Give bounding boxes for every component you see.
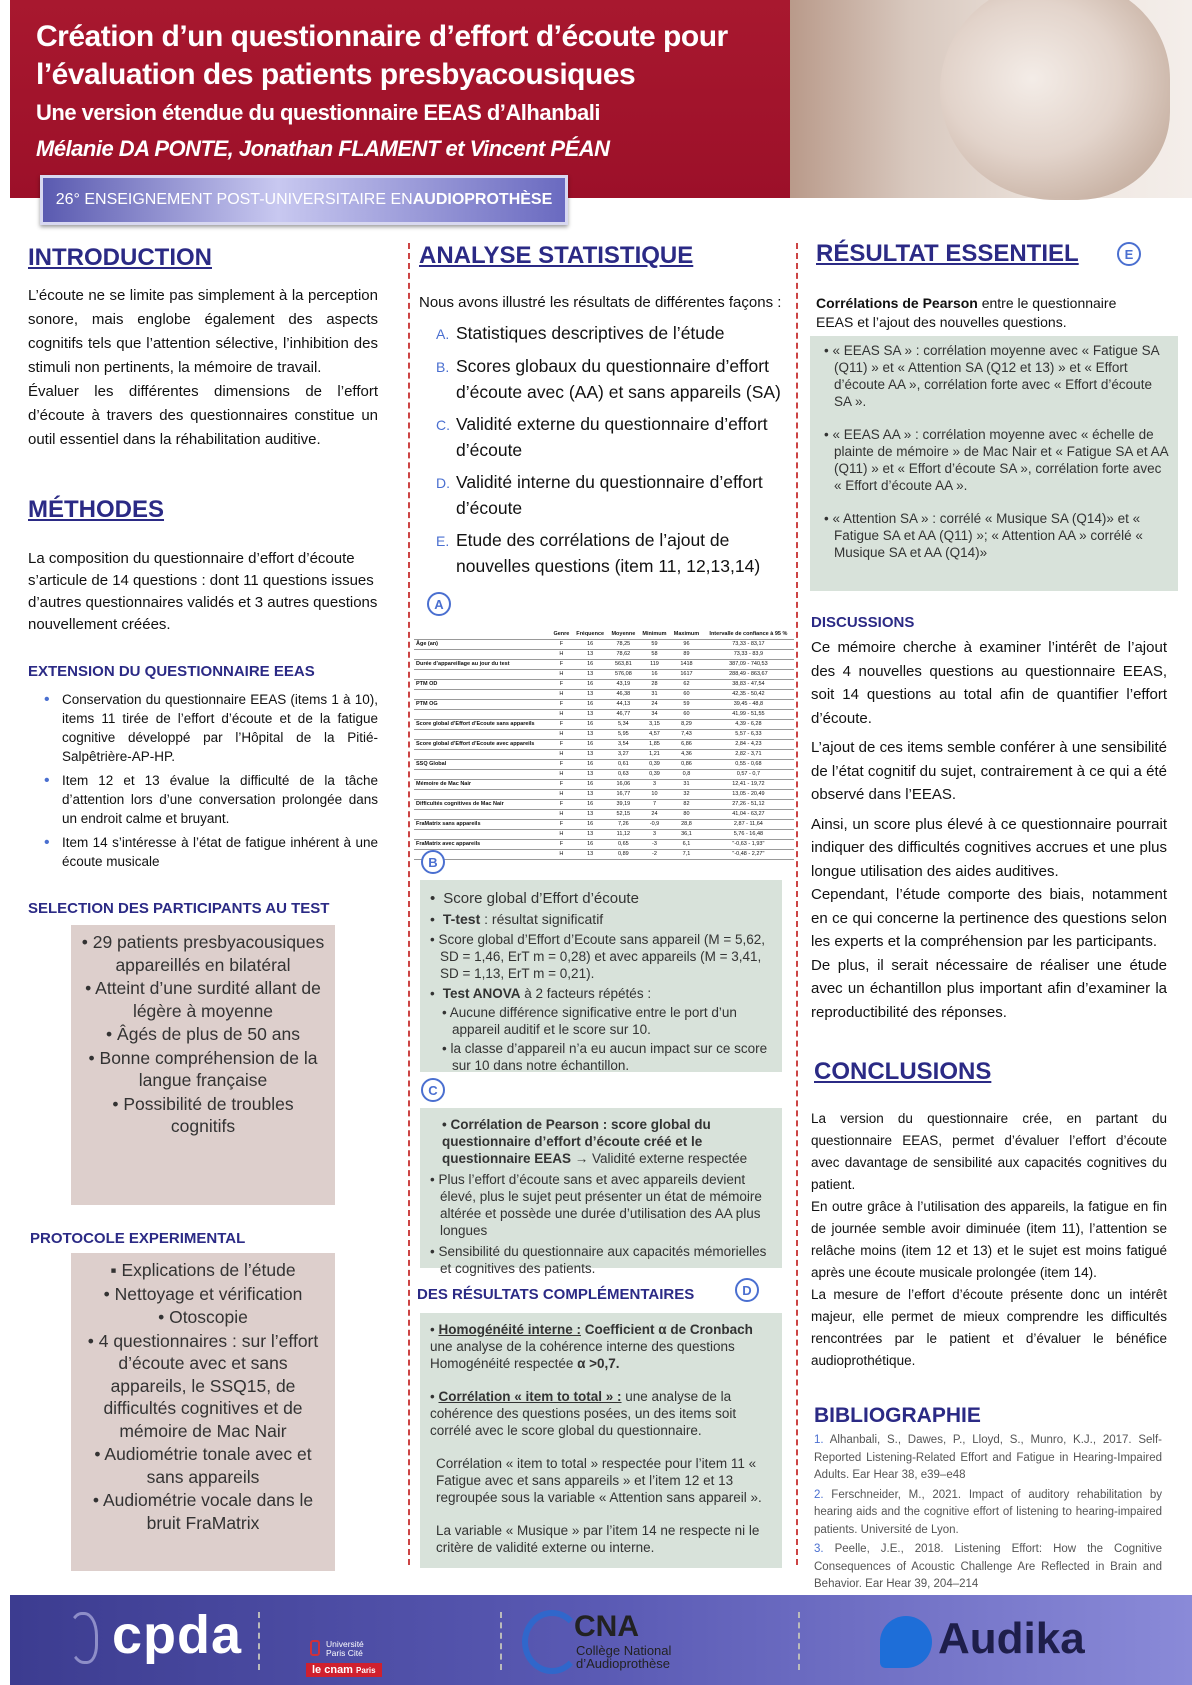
table-cell: 41,99 - 51,55 (703, 710, 794, 720)
table-header-cell (414, 630, 550, 640)
table-cell: 16 (572, 820, 607, 830)
discussions-p1: Ce mémoire cherche à examiner l’intérêt de l’ajout des 4 nouvelles questions au questionnaire EEAS, soit 14 questions au total afin de quantifier l’effort d’écoute. (811, 639, 1167, 727)
table-cell: 11,12 (608, 830, 639, 840)
table-cell: 39,19 (608, 800, 639, 810)
table-cell: 16 (572, 780, 607, 790)
table-row (414, 710, 794, 720)
table-cell: 60 (670, 710, 703, 720)
table-cell (414, 790, 550, 800)
table-cell: -3 (639, 840, 670, 850)
table-row (414, 840, 794, 850)
cna-logo: CNA (574, 1610, 639, 1643)
introduction-p2: Évaluer les différentes dimensions de l’effort d’écoute à travers des questionnaires constitue un outil essentiel dans la réhabilitation auditive. (28, 383, 378, 448)
table-cell (414, 730, 550, 740)
table-cell: 44,13 (608, 700, 639, 710)
table-cell: PTM OD (414, 680, 550, 690)
table-cell: 1617 (670, 670, 703, 680)
table-cell: 16 (572, 680, 607, 690)
extension-heading: EXTENSION DU QUESTIONNAIRE EEAS (28, 663, 315, 680)
table-cell: 0,8 (670, 770, 703, 780)
table-cell: 0,63 (608, 770, 639, 780)
table-cell: 13 (572, 730, 607, 740)
table-cell: 0,39 (639, 770, 670, 780)
table-header-cell: Intervalle de confiance à 95 % (703, 630, 794, 640)
table-cell: 80 (670, 810, 703, 820)
table-cell: 13 (572, 770, 607, 780)
badge-d: D (735, 1278, 759, 1302)
cna-line-2: d’Audioprothèse (576, 1656, 670, 1671)
table-cell: 3,27 (608, 750, 639, 760)
list-item: • 29 patients presbyacousiques appareillés en bilatéral (81, 932, 325, 975)
table-cell: 3,54 (608, 740, 639, 750)
table-cell (414, 830, 550, 840)
box-d-line: Corrélation « item to total » respectée pour l’item 11 « Fatigue avec et sans appareils » et l’item 12 et 13 regroupée sous la variable « Attention sans appareil ». (436, 1456, 762, 1505)
table-cell: 16 (572, 700, 607, 710)
cpda-logo: cpda (112, 1605, 243, 1665)
badge-b: B (421, 850, 445, 874)
badge-e: E (1117, 242, 1141, 266)
table-row (414, 820, 794, 830)
cna-subtitle (576, 1644, 671, 1670)
box-c-line: • Corrélation de Pearson : score global du questionnaire d’effort d’écoute créé et le questionnaire EEAS → Validité externe respectée (442, 1117, 748, 1166)
table-cell: 0,55 - 0,68 (703, 760, 794, 770)
table-cell: 46,77 (608, 710, 639, 720)
table-row (414, 690, 794, 700)
conclusions-p2: En outre grâce à l’utilisation des appareils, la fatigue en fin de journée semble avoir diminuée (item 11), l’attention se relâche moins (item 12 et 13) et le sujet est moins fatigué après une écoute musicale prolongée (item 14). (811, 1199, 1167, 1280)
table-cell: Score global d’Effort d’Ecoute sans appareils (414, 720, 550, 730)
table-header-row (414, 630, 794, 640)
table-cell: 0,39 (639, 760, 670, 770)
table-cell (414, 810, 550, 820)
complementary-heading: DES RÉSULTATS COMPLÉMENTAIRES (417, 1286, 695, 1303)
list-item: ▪ Explications de l’étude (110, 1260, 296, 1280)
table-cell: 7 (639, 800, 670, 810)
table-cell: 16 (572, 800, 607, 810)
table-cell: 28 (639, 680, 670, 690)
table-cell: Mémoire de Mac Nair (414, 780, 550, 790)
table-cell: 28,8 (670, 820, 703, 830)
bib-item: 2. Ferschneider, M., 2021. Impact of auditory rehabilitation by hearing aids and the cognitive effort of listening to hearing-impaired patients. Université de Lyon. (814, 1488, 1162, 1536)
table-cell: F (550, 800, 572, 810)
table-cell: Score global d’Effort d’Ecoute avec appareils (414, 740, 550, 750)
conclusions-heading: CONCLUSIONS (814, 1058, 992, 1085)
table-cell: 13 (572, 830, 607, 840)
table-cell: 34 (639, 710, 670, 720)
poster-subtitle: Une version étendue du questionnaire EEAS d’Alhanbali (36, 100, 600, 125)
table-cell: 6,86 (670, 740, 703, 750)
table-cell: 52,15 (608, 810, 639, 820)
bib-item: 1. Alhanbali, S., Dawes, P., Lloyd, S., Munro, K.J., 2017. Self-Reported Listening-Related Effort and Fatigue in Hearing-Impaired Adults. Ear Hear 38, e39–e48 (814, 1434, 1162, 1481)
table-cell: F (550, 820, 572, 830)
table-cell: 0,86 (670, 760, 703, 770)
table-cell: 7,43 (670, 730, 703, 740)
list-item: E. Etude des corrélations de l’ajout de nouvelles questions (item 11, 12,13,14) (436, 530, 761, 576)
table-cell: 119 (639, 660, 670, 670)
table-cell: FraMatrix avec appareils (414, 840, 550, 850)
table-row (414, 730, 794, 740)
table-cell: 0,61 (608, 760, 639, 770)
table-cell: -2 (639, 850, 670, 860)
discussions-p4: Cependant, l’étude comporte des biais, notamment en ce qui concerne la pertinence des questions selon les experts et la compréhension par les participants. (811, 886, 1167, 950)
table-cell: 4,57 (639, 730, 670, 740)
list-item: A. Statistiques descriptives de l’étude (436, 323, 725, 343)
table-cell: F (550, 720, 572, 730)
table-cell: 0,65 (608, 840, 639, 850)
table-cell: 59 (670, 700, 703, 710)
conclusions-p3: La mesure de l’effort d’écoute présente donc un intérêt majeur, elle permet de mieux comprendre les difficultés rencontrées par le patient et d’évaluer le bénéfice audioprothétique. (811, 1287, 1167, 1368)
table-cell: H (550, 750, 572, 760)
table-row (414, 830, 794, 840)
table-row (414, 640, 794, 650)
table-cell: 16,06 (608, 780, 639, 790)
table-cell: 24 (639, 700, 670, 710)
table-cell: Durée d’appareillage au jour du test (414, 660, 550, 670)
stats-table (414, 630, 794, 860)
poster-authors: Mélanie DA PONTE, Jonathan FLAMENT et Vincent PÉAN (36, 136, 610, 161)
table-cell: 12,41 - 19,72 (703, 780, 794, 790)
table-cell: 13 (572, 650, 607, 660)
table-cell: 42,35 - 50,42 (703, 690, 794, 700)
resultat-intro: Corrélations de Pearson entre le questionnaire EEAS et l’ajout des nouvelles questions. (816, 295, 1117, 330)
univ-line-2: Paris Cité (326, 1648, 363, 1658)
table-cell: 41,04 - 63,27 (703, 810, 794, 820)
column-separator-1 (408, 243, 410, 1565)
table-cell: 8,29 (670, 720, 703, 730)
box-d-line: La variable « Musique » par l’item 14 ne respecte ni le critère de validité externe ou interne. (436, 1523, 760, 1555)
table-cell: 13 (572, 790, 607, 800)
table-cell: 59 (639, 640, 670, 650)
audika-logo: Audika (938, 1614, 1085, 1663)
table-cell: H (550, 690, 572, 700)
table-cell: 387,09 - 740,53 (703, 660, 794, 670)
discussions-text (811, 636, 1167, 1024)
badge-c: C (421, 1078, 445, 1102)
box-b-line: • la classe d’appareil n’a eu aucun impact sur ce score sur 10 dans notre échantillon. (442, 1041, 768, 1073)
list-item: • « Attention SA » : corrélé « Musique SA (Q14)» et « Fatigue SA et AA (Q11) »; « Attention AA » corrélé « Musique SA et AA (Q14)» (824, 511, 1143, 560)
univ-line-1: Université (326, 1639, 364, 1649)
table-cell: 43,19 (608, 680, 639, 690)
box-d-line: • Homogénéité interne : Coefficient α de Cronbach une analyse de la cohérence interne des questions Homogénéité respectée α >0,7. (430, 1322, 753, 1371)
table-cell: 3 (639, 830, 670, 840)
table-cell: "-0,63 - 1,93" (703, 840, 794, 850)
box-d (420, 1313, 782, 1568)
table-row (414, 670, 794, 680)
table-cell: 27,26 - 51,12 (703, 800, 794, 810)
resultat-box (810, 336, 1178, 591)
list-item: • Otoscopie (158, 1307, 248, 1327)
table-cell: H (550, 790, 572, 800)
table-cell: 7,26 (608, 820, 639, 830)
table-cell: Difficultés cognitives de Mac Nair (414, 800, 550, 810)
table-cell: 1418 (670, 660, 703, 670)
table-row (414, 810, 794, 820)
table-cell: 2,82 - 3,71 (703, 750, 794, 760)
descriptive-stats-table (414, 630, 794, 860)
table-cell (414, 670, 550, 680)
table-cell: 78,25 (608, 640, 639, 650)
list-item: • Bonne compréhension de la langue française (88, 1047, 318, 1090)
table-cell: SSQ Global (414, 760, 550, 770)
table-header-cell: Maximum (670, 630, 703, 640)
box-c-line: • Sensibilité du questionnaire aux capacités mémorielles et cognitives des patients. (430, 1244, 767, 1276)
table-cell: 73,33 - 83,9 (703, 650, 794, 660)
table-cell: 5,34 (608, 720, 639, 730)
table-cell: H (550, 770, 572, 780)
bibliographie-heading: BIBLIOGRAPHIE (814, 1404, 981, 1427)
cna-swirl-icon (522, 1610, 582, 1674)
table-header-cell: Genre (550, 630, 572, 640)
analyse-intro: Nous avons illustré les résultats de différentes façons : (419, 294, 782, 311)
table-cell (414, 710, 550, 720)
table-cell: 4,39 - 6,28 (703, 720, 794, 730)
table-row (414, 720, 794, 730)
box-c (420, 1108, 782, 1276)
table-cell: 5,76 - 16,48 (703, 830, 794, 840)
introduction-p1: L’écoute ne se limite pas simplement à la perception sonore, mais englobe également des aspects cognitifs tels que l’attention sélective, l’inhibition des stimuli non pertinents, la mémoire de travail. (28, 287, 378, 376)
table-header-cell: Moyenne (608, 630, 639, 640)
box-b-line: • Aucune différence significative entre le port d’un appareil auditif et le score sur 10. (442, 1005, 737, 1037)
table-cell: 89 (670, 650, 703, 660)
list-item: D. Validité interne du questionnaire d’effort d’écoute (436, 472, 763, 518)
table-cell: 6,1 (670, 840, 703, 850)
table-row (414, 700, 794, 710)
table-cell (414, 650, 550, 660)
table-cell: 2,87 - 11,64 (703, 820, 794, 830)
table-cell: 3 (639, 780, 670, 790)
table-cell: 13 (572, 750, 607, 760)
table-cell: F (550, 700, 572, 710)
table-cell: 16 (572, 760, 607, 770)
table-cell: 3,15 (639, 720, 670, 730)
table-cell: H (550, 810, 572, 820)
table-cell: H (550, 730, 572, 740)
analyse-list (436, 320, 798, 585)
table-cell: 16 (572, 740, 607, 750)
extension-list (28, 690, 378, 876)
table-cell: 82 (670, 800, 703, 810)
event-banner (40, 175, 568, 225)
table-cell: 32 (670, 790, 703, 800)
table-cell: 1,21 (639, 750, 670, 760)
table-cell: PTM OG (414, 700, 550, 710)
table-cell: 10 (639, 790, 670, 800)
table-cell: 31 (670, 780, 703, 790)
table-cell: FraMatrix sans appareils (414, 820, 550, 830)
introduction-text (28, 284, 378, 452)
bibliographie-list (814, 1432, 1162, 1594)
list-item: • Item 14 s’intéresse à l’état de fatigue inhérent à une écoute musicale (28, 833, 378, 871)
table-cell: 16 (572, 720, 607, 730)
box-b-line: • T-test : résultat significatif (430, 911, 604, 927)
table-cell: 563,81 (608, 660, 639, 670)
table-cell: 60 (670, 690, 703, 700)
list-item: C. Validité externe du questionnaire d’effort d’écoute (436, 414, 768, 460)
table-cell (414, 750, 550, 760)
discussions-p5: De plus, il serait nécessaire de réaliser une étude avec un échantillon plus important afin d’examiner la reproductibilité des réponses. (811, 956, 1167, 1021)
table-cell: F (550, 780, 572, 790)
table-cell: H (550, 650, 572, 660)
table-cell (414, 770, 550, 780)
discussions-p2: L’ajout de ces items semble conférer à une sensibilité de l’état cognitif du sujet, contrairement à ce qui a été observé dans l’EEAS. (811, 739, 1167, 803)
list-item: • Possibilité de troubles cognitifs (112, 1093, 294, 1136)
list-item: • Conservation du questionnaire EEAS (items 1 à 10), items 11 tirée de l’effort d’écoute et de la fatigue cognitive développé par l’Hôpital de la Pitié-Salpêtrière-AP-HP. (28, 690, 378, 766)
table-header-cell: Fréquence (572, 630, 607, 640)
table-cell: F (550, 640, 572, 650)
list-item: • Audiométrie tonale avec et sans appareils (94, 1444, 312, 1487)
selection-heading: SELECTION DES PARTICIPANTS AU TEST (28, 900, 330, 917)
list-item: • « EEAS AA » : corrélation moyenne avec « échelle de plainte de mémoire » de Mac Nair et « Fatigue SA et AA (Q11) » et « Effort d’écoute SA », corrélation forte avec « Effort d’écoute AA ». (824, 427, 1168, 493)
table-cell: 13 (572, 710, 607, 720)
table-cell: H (550, 850, 572, 860)
analyse-heading: ANALYSE STATISTIQUE (419, 242, 694, 269)
table-cell: 16 (572, 840, 607, 850)
table-cell: 73,33 - 83,17 (703, 640, 794, 650)
cnam-logo: le cnam Paris (306, 1663, 382, 1677)
box-b-line: • Score global d’Effort d’Ecoute sans appareil (M = 5,62, SD = 1,46, ErT m = 0,28) et avec appareils (M = 3,41, SD = 1,13, ErT m = 0,21). (430, 932, 766, 981)
table-cell: 288,49 - 863,67 (703, 670, 794, 680)
box-c-line: • Plus l’effort d’écoute sans et avec appareils devient élevé, plus le sujet peut présenter un état de mémoire altérée et possède une durée d’utilisation des AA plus longues (430, 1172, 762, 1238)
table-cell: F (550, 760, 572, 770)
table-row (414, 770, 794, 780)
footer-separator (258, 1612, 260, 1670)
bib-item: 3. Peelle, J.E., 2018. Listening Effort: How the Cognitive Consequences of Acoustic Challenge Are Reflected in Brain and Behavior. Ear Hear 39, 204–214 (814, 1543, 1163, 1590)
table-cell: 4,36 (670, 750, 703, 760)
table-cell: 7,1 (670, 850, 703, 860)
list-item: • 4 questionnaires : sur l’effort d’écoute avec et sans appareils, le SSQ15, de difficultés cognitives et de mémoire de Mac Nair (87, 1330, 319, 1441)
table-cell: 16,77 (608, 790, 639, 800)
methodes-heading: MÉTHODES (28, 496, 165, 523)
table-cell: 31 (639, 690, 670, 700)
table-row (414, 760, 794, 770)
universite-icon (310, 1640, 320, 1656)
conclusions-p1: La version du questionnaire crée, en partant du questionnaire EEAS, permet d’évaluer l’effort d’écoute avec davantage de sensibilité aux capacités cognitives du patient. (811, 1111, 1167, 1192)
table-cell: 16 (572, 640, 607, 650)
list-item: • Item 12 et 13 évalue la difficulté de la tâche d’attention lors d’une conversation prolongée dans un endroit calme et bruyant. (28, 771, 378, 828)
table-cell: 13 (572, 670, 607, 680)
table-row (414, 850, 794, 860)
table-cell: 39,45 - 48,8 (703, 700, 794, 710)
table-cell: 16 (639, 670, 670, 680)
table-row (414, 740, 794, 750)
box-b-line: • Score global d’Effort d’écoute (430, 890, 639, 907)
list-item: B. Scores globaux du questionnaire d’effort d’écoute avec (AA) et sans appareils (SA) (436, 356, 781, 402)
introduction-heading: INTRODUCTION (28, 244, 212, 271)
table-cell: "-0,48 - 2,27" (703, 850, 794, 860)
table-cell: H (550, 710, 572, 720)
box-b-line: • Test ANOVA à 2 facteurs répétés : (430, 986, 652, 1001)
conclusions-text (811, 1108, 1167, 1372)
table-cell: H (550, 670, 572, 680)
table-header-cell: Minimum (639, 630, 670, 640)
table-row (414, 660, 794, 670)
list-item: • Atteint d’une surdité allant de légère à moyenne (85, 978, 321, 1021)
table-cell: 62 (670, 680, 703, 690)
box-b (420, 880, 782, 1072)
badge-a: A (427, 592, 451, 616)
discussions-heading: DISCUSSIONS (811, 614, 915, 631)
resultat-heading: RÉSULTAT ESSENTIEL (816, 240, 1079, 267)
table-cell: 58 (639, 650, 670, 660)
table-cell: F (550, 680, 572, 690)
protocole-heading: PROTOCOLE EXPERIMENTAL (30, 1230, 246, 1247)
list-item: • Nettoyage et vérification (103, 1283, 303, 1304)
table-cell: 16 (572, 660, 607, 670)
table-cell: 5,57 - 6,33 (703, 730, 794, 740)
list-item: • Audiométrie vocale dans le bruit FraMatrix (92, 1490, 314, 1533)
table-cell: 46,38 (608, 690, 639, 700)
audika-icon (880, 1616, 932, 1668)
table-row (414, 780, 794, 790)
discussions-p3: Ainsi, un score plus élevé à ce questionnaire pourrait indiquer des difficultés cognitives accrues et une plus longue utilisation des aides auditives. (811, 815, 1167, 880)
table-cell: 1,85 (639, 740, 670, 750)
table-cell: 13,05 - 20,49 (703, 790, 794, 800)
list-item: • Âgés de plus de 50 ans (106, 1024, 300, 1044)
table-cell: H (550, 830, 572, 840)
table-row (414, 800, 794, 810)
box-d-line: • Corrélation « item to total » : une analyse de la cohérence des questions posées, un des items soit corrélé avec le score global du questionnaire. (430, 1389, 737, 1438)
table-cell: 96 (670, 640, 703, 650)
table-cell: 0,57 - 0,7 (703, 770, 794, 780)
table-cell: F (550, 660, 572, 670)
list-item: • « EEAS SA » : corrélation moyenne avec « Fatigue SA (Q11) » et « Attention SA (Q12 et 13) » et « Effort d’écoute AA », corrélation forte avec « Effort d’écoute SA ». (824, 343, 1159, 409)
table-cell: -0,9 (639, 820, 670, 830)
table-cell: 0,89 (608, 850, 639, 860)
banner-text: 26° ENSEIGNEMENT POST-UNIVERSITAIRE EN (55, 191, 413, 208)
table-cell: F (550, 840, 572, 850)
table-row (414, 750, 794, 760)
table-cell: 5,95 (608, 730, 639, 740)
table-cell: 13 (572, 690, 607, 700)
table-cell: F (550, 740, 572, 750)
table-cell: 36,1 (670, 830, 703, 840)
poster-title: Création d’un questionnaire d’effort d’écoute pour l’évaluation des patients presbyacousiques (36, 20, 728, 91)
table-cell: 78,62 (608, 650, 639, 660)
table-cell: 576,08 (608, 670, 639, 680)
table-cell: 24 (639, 810, 670, 820)
footer-separator (798, 1612, 800, 1670)
table-cell: 13 (572, 850, 607, 860)
footer-separator (500, 1612, 502, 1670)
table-row (414, 650, 794, 660)
ear-icon (68, 1612, 98, 1664)
cna-line-1: Collège National (576, 1643, 672, 1658)
selection-box (71, 925, 335, 1205)
table-cell: 13 (572, 810, 607, 820)
table-cell (414, 690, 550, 700)
table-cell: 2,84 - 4,23 (703, 740, 794, 750)
protocole-box (71, 1253, 335, 1571)
table-cell: Âge (an) (414, 640, 550, 650)
table-row (414, 790, 794, 800)
table-cell: 38,83 - 47,54 (703, 680, 794, 690)
table-row (414, 680, 794, 690)
methodes-text: La composition du questionnaire d’effort d’écoute s’articule de 14 questions : dont 11 questions issues d’autres questionnaires validés et 3 autres questions nouvellement créées. (28, 550, 378, 633)
banner-bold-text: AUDIOPROTHÈSE (412, 191, 553, 208)
